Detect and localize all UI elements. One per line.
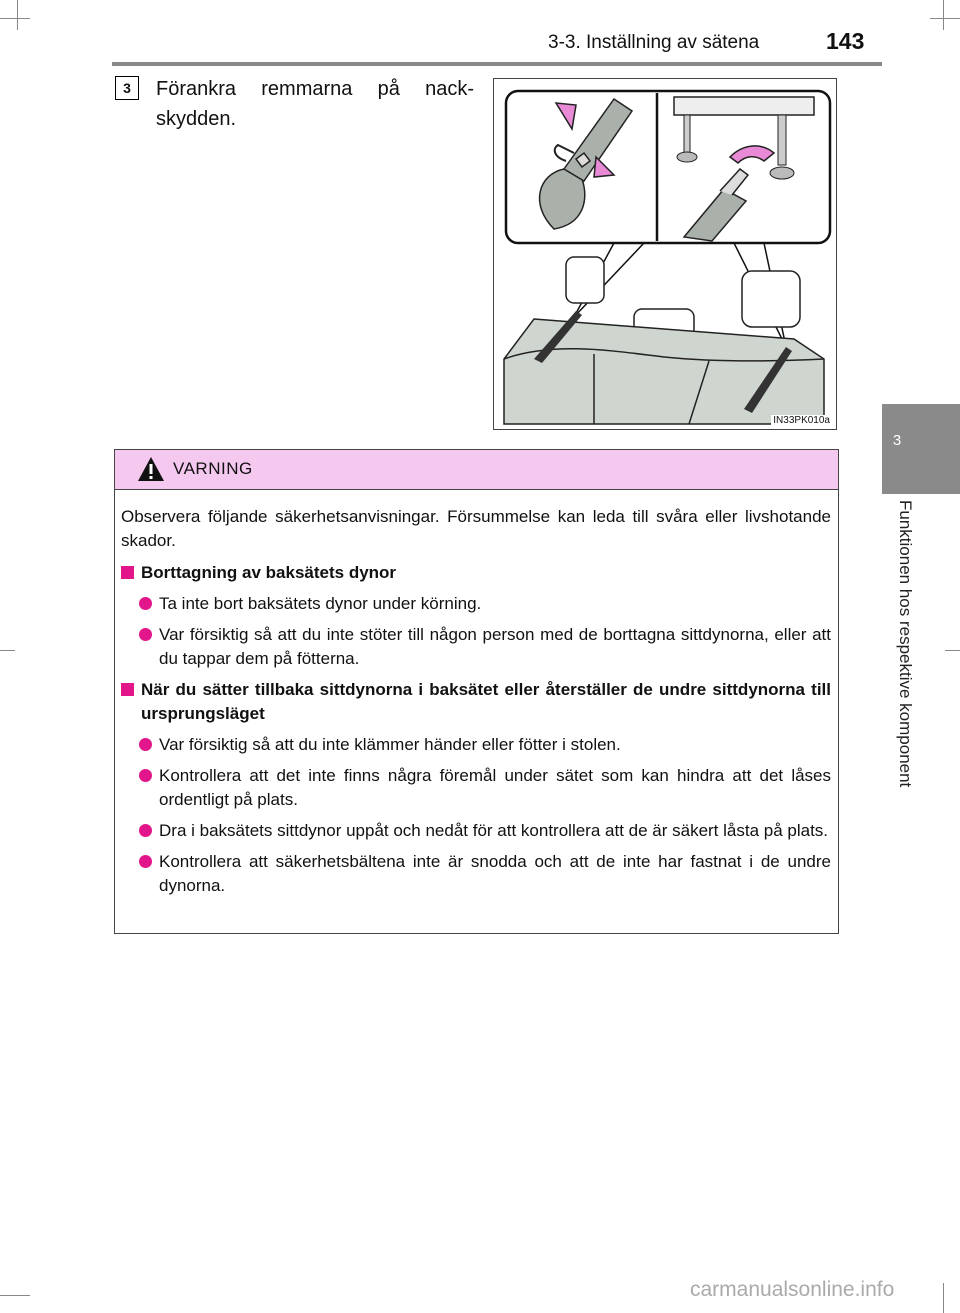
section-heading: Borttagning av baksätets dynor [121, 561, 831, 585]
crop-mark [0, 1295, 30, 1296]
square-bullet-icon [121, 566, 134, 579]
header-section-title: 3-3. Inställning av sätena [548, 32, 760, 53]
list-item: Kontrollera att det inte finns några föremål under sätet som kan hindra att det låses ordentligt på plats. [121, 764, 831, 812]
list-item: Dra i baksätets sittdynor uppåt och nedåt för att kontrollera att de är säkert låsta på plats. [121, 819, 831, 843]
headrest-bottom [674, 97, 814, 115]
headrest-post [778, 115, 786, 165]
crop-mark [0, 650, 15, 651]
crop-mark [930, 18, 960, 19]
section-heading: När du sätter tillbaka sittdynorna i baksätet eller återställer de undre sittdynorna till ursprungsläget [121, 678, 831, 726]
list-item: Ta inte bort baksätets dynor under körning. [121, 592, 831, 616]
chapter-title: Funktionen hos respektive komponent [896, 500, 915, 788]
headrest-post [684, 115, 690, 155]
warning-title: VARNING [173, 459, 253, 478]
watermark-link[interactable]: carmanualsonline.info [690, 1278, 895, 1301]
step-number-box: 3 [115, 76, 139, 100]
post-base [770, 167, 794, 179]
list-item: Var försiktig så att du inte klämmer händer eller fötter i stolen. [121, 733, 831, 757]
step-text-line2: skydden. [156, 108, 237, 130]
page-number: 143 [826, 28, 865, 54]
warning-box [114, 449, 839, 934]
crop-mark [943, 0, 944, 30]
warning-body [121, 505, 831, 905]
warning-intro: Observera följande säkerhetsanvisningar. Försummelse kan leda till svåra eller livshotande skador. [121, 507, 831, 550]
round-bullet-icon [139, 824, 152, 837]
crop-mark [943, 1283, 944, 1313]
round-bullet-icon [139, 597, 152, 610]
round-bullet-icon [139, 855, 152, 868]
crop-mark [945, 650, 960, 651]
post-base [677, 152, 697, 162]
seat-strap-illustration [493, 78, 837, 430]
step-text-line1: Förankra remmarna på nack- [156, 78, 474, 100]
list-item: Var försiktig så att du inte stöter till någon person med de borttagna sittdynorna, eller att du tappar dem på fötterna. [121, 623, 831, 671]
crop-mark [17, 0, 18, 30]
round-bullet-icon [139, 628, 152, 641]
illustration-svg [494, 79, 836, 429]
warning-triangle-icon [137, 456, 165, 482]
headrest-right [742, 271, 800, 327]
warning-header [115, 450, 838, 490]
chapter-title-vertical [893, 500, 917, 840]
square-bullet-icon [121, 683, 134, 696]
round-bullet-icon [139, 769, 152, 782]
chapter-number: 3 [892, 432, 902, 449]
chapter-tab [882, 404, 960, 494]
list-item: Kontrollera att säkerhetsbältena inte är snodda och att de inte har fastnat i de undre dynorna. [121, 850, 831, 898]
figure-code: IN33PK010a [773, 415, 830, 426]
crop-mark [0, 18, 30, 19]
header-rule [112, 62, 882, 66]
round-bullet-icon [139, 738, 152, 751]
headrest-left [566, 257, 604, 303]
